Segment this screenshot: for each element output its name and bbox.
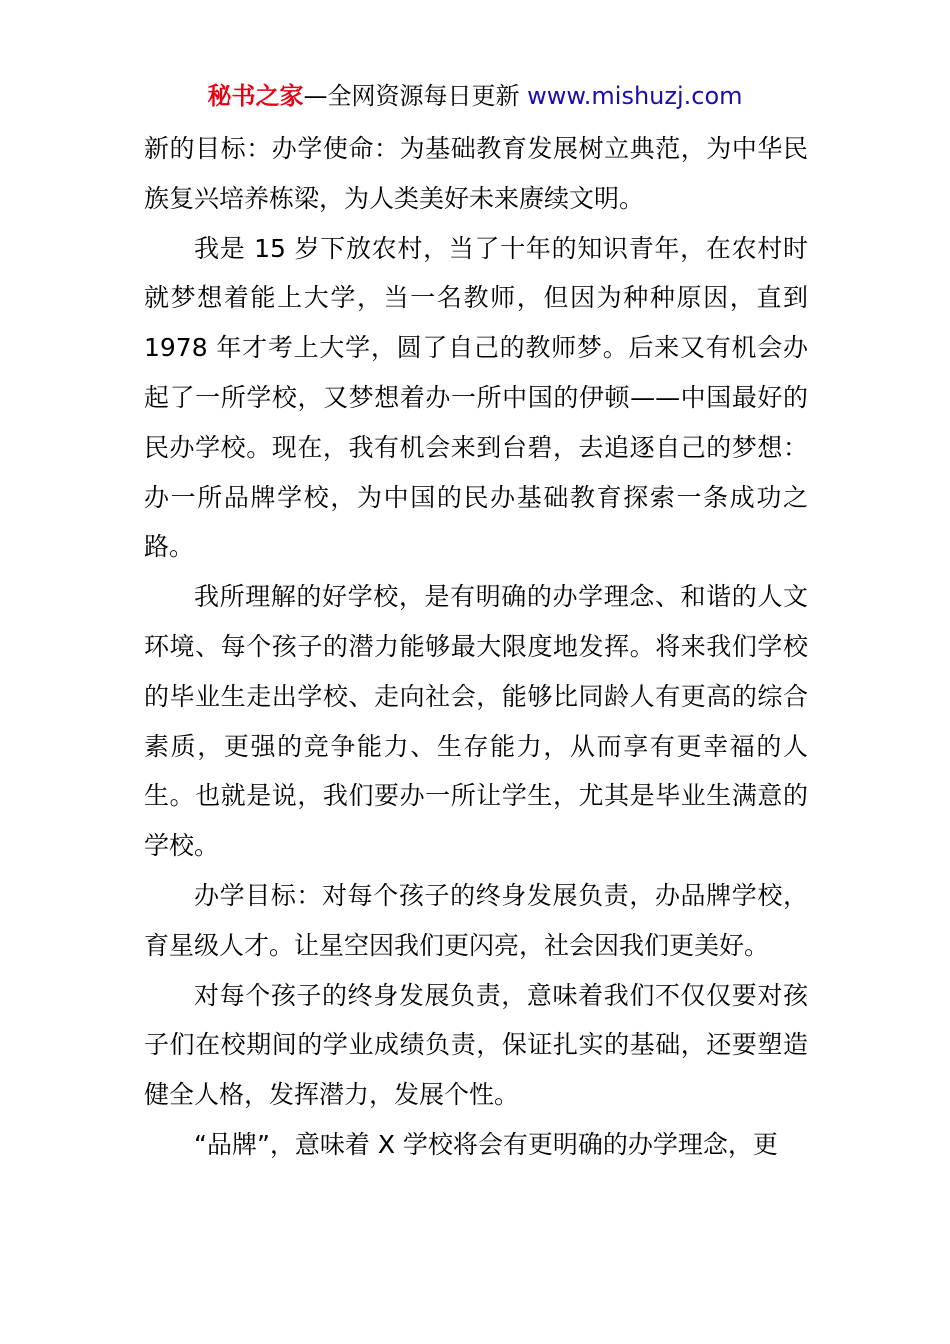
header-url-link[interactable]: www.mishuzj.com (527, 82, 743, 110)
paragraph: 办学目标：对每个孩子的终身发展负责，办品牌学校，育星级人才。让星空因我们更闪亮，社会因我们更美好。 (144, 880, 808, 960)
paragraph: 对每个孩子的终身发展负责，意味着我们不仅仅要对孩子们在校期间的学业成绩负责，保证扎实的基础，还要塑造健全人格，发挥潜力，发展个性。 (144, 980, 808, 1110)
document-body (144, 124, 808, 1170)
paragraph: 新的目标：办学使命：为基础教育发展树立典范，为中华民族复兴培养栋梁，为人类美好未来赓续文明。 (144, 134, 808, 213)
header-tagline: —全网资源每日更新 (303, 82, 520, 110)
page-header (0, 78, 950, 114)
paragraph: “品牌”，意味着 X 学校将会有更明确的办学理念，更 (194, 1129, 778, 1159)
paragraph: 我是 15 岁下放农村，当了十年的知识青年，在农村时就梦想着能上大学，当一名教师，但因为种种原因，直到 1978 年才考上大学，圆了自己的教师梦。后来又有机会办起了一所学校，又梦想着办一所中国的伊顿——中国最好的民办学校。现在，我有机会来到台碧，去追逐自己的梦想：办一所品牌学校，为中国的民办基础教育探索一条成功之路。 (144, 233, 808, 562)
paragraph: 我所理解的好学校，是有明确的办学理念、和谐的人文环境、每个孩子的潜力能够最大限度地发挥。将来我们学校的毕业生走出学校、走向社会，能够比同龄人有更高的综合素质，更强的竞争能力、生存能力，从而享有更幸福的人生。也就是说，我们要办一所让学生，尤其是毕业生满意的学校。 (144, 582, 808, 861)
header-brand: 秘书之家 (207, 82, 304, 110)
